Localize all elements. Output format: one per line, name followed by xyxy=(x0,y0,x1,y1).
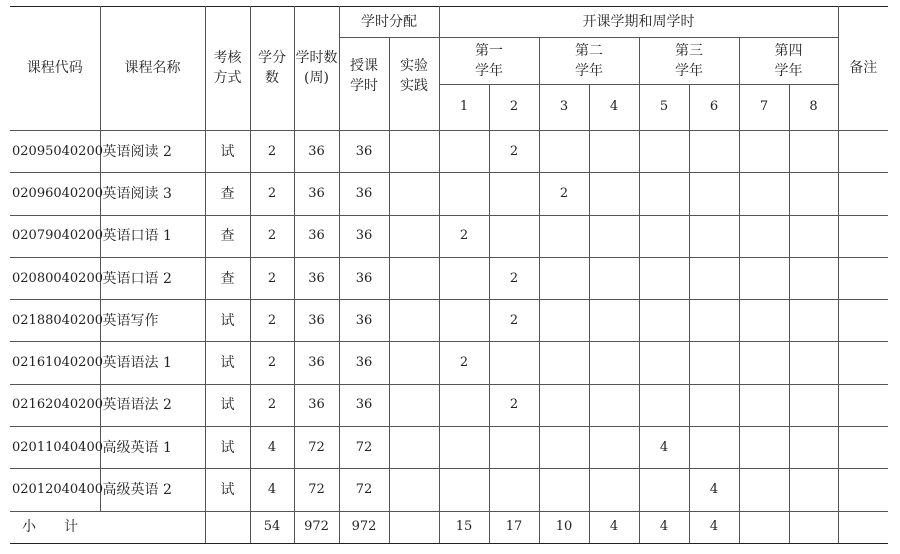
term-6-cell xyxy=(689,173,739,215)
hours-cell: 36 xyxy=(294,173,339,215)
assessment-cell: 试 xyxy=(205,342,250,384)
header-hours xyxy=(294,7,339,131)
term-3-cell xyxy=(539,427,589,469)
subtotal-term-8 xyxy=(789,511,838,543)
header-year-2-text: 第二学年 xyxy=(575,42,603,79)
term-2-cell xyxy=(489,427,539,469)
header-year-3-text: 第三学年 xyxy=(675,42,703,79)
subtotal-row xyxy=(10,511,888,543)
header-credits-text: 学分数 xyxy=(258,50,286,87)
term-8-cell xyxy=(789,469,838,511)
term-2-cell xyxy=(489,215,539,257)
term-5-cell: 4 xyxy=(639,427,689,469)
course-code-cell: 02161040200 xyxy=(10,342,100,384)
term-4-cell xyxy=(589,130,639,172)
course-code-cell: 02188040200 xyxy=(10,300,100,342)
lecture-hours-cell: 72 xyxy=(339,469,389,511)
credits-cell: 4 xyxy=(250,469,294,511)
header-course-name: 课程名称 xyxy=(100,7,205,131)
subtotal-hours: 972 xyxy=(294,511,339,543)
header-hours-text: 学时数(周) xyxy=(295,50,338,87)
lecture-hours-cell: 36 xyxy=(339,215,389,257)
term-2-cell xyxy=(489,342,539,384)
subtotal-remark xyxy=(838,511,888,543)
credits-cell: 2 xyxy=(250,257,294,299)
term-7-cell xyxy=(739,342,789,384)
subtotal-term-7 xyxy=(739,511,789,543)
lab-hours-cell xyxy=(389,300,439,342)
term-5-cell xyxy=(639,215,689,257)
header-term-6: 6 xyxy=(689,84,739,130)
hours-cell: 36 xyxy=(294,384,339,426)
term-5-cell xyxy=(639,469,689,511)
header-term-8: 8 xyxy=(789,84,838,130)
assessment-cell: 试 xyxy=(205,384,250,426)
table-row xyxy=(10,215,888,257)
term-1-cell xyxy=(439,300,489,342)
term-7-cell xyxy=(739,300,789,342)
term-6-cell xyxy=(689,215,739,257)
table-row xyxy=(10,469,888,511)
assessment-cell: 查 xyxy=(205,257,250,299)
remark-cell xyxy=(838,215,888,257)
header-course-code: 课程代码 xyxy=(10,7,100,131)
term-2-cell: 2 xyxy=(489,300,539,342)
term-3-cell xyxy=(539,342,589,384)
table-row xyxy=(10,173,888,215)
header-assessment xyxy=(205,7,250,131)
hours-cell: 36 xyxy=(294,300,339,342)
subtotal-label: 小 计 xyxy=(10,511,205,543)
table-row xyxy=(10,300,888,342)
header-term-4: 4 xyxy=(589,84,639,130)
term-8-cell xyxy=(789,173,838,215)
term-8-cell xyxy=(789,427,838,469)
term-5-cell xyxy=(639,300,689,342)
term-8-cell xyxy=(789,257,838,299)
assessment-cell: 试 xyxy=(205,130,250,172)
term-3-cell xyxy=(539,215,589,257)
header-lecture-hours-text: 授课学时 xyxy=(350,58,378,95)
course-name-cell: 英语写作 xyxy=(100,300,205,342)
assessment-cell: 查 xyxy=(205,215,250,257)
assessment-cell: 试 xyxy=(205,300,250,342)
subtotal-term-6: 4 xyxy=(689,511,739,543)
remark-cell xyxy=(838,469,888,511)
term-1-cell xyxy=(439,173,489,215)
term-2-cell: 2 xyxy=(489,257,539,299)
header-term-hours: 开课学期和周学时 xyxy=(439,7,838,38)
header-row-1 xyxy=(10,7,888,38)
term-8-cell xyxy=(789,342,838,384)
header-year-4-text: 第四学年 xyxy=(774,42,803,79)
credits-cell: 2 xyxy=(250,215,294,257)
hours-cell: 36 xyxy=(294,342,339,384)
term-7-cell xyxy=(739,384,789,426)
header-year-3 xyxy=(639,38,739,84)
term-5-cell xyxy=(639,257,689,299)
lecture-hours-cell: 72 xyxy=(339,427,389,469)
remark-cell xyxy=(838,300,888,342)
lecture-hours-cell: 36 xyxy=(339,342,389,384)
course-name-cell: 英语阅读 2 xyxy=(100,130,205,172)
term-4-cell xyxy=(589,427,639,469)
remark-cell xyxy=(838,130,888,172)
header-year-1-text: 第一学年 xyxy=(475,42,503,79)
lab-hours-cell xyxy=(389,130,439,172)
course-code-cell: 02080040200 xyxy=(10,257,100,299)
lab-hours-cell xyxy=(389,469,439,511)
term-4-cell xyxy=(589,300,639,342)
term-1-cell xyxy=(439,427,489,469)
term-1-cell xyxy=(439,384,489,426)
term-2-cell: 2 xyxy=(489,130,539,172)
term-1-cell: 2 xyxy=(439,215,489,257)
term-3-cell xyxy=(539,257,589,299)
course-code-cell: 02079040200 xyxy=(10,215,100,257)
term-7-cell xyxy=(739,427,789,469)
lab-hours-cell xyxy=(389,384,439,426)
term-6-cell xyxy=(689,257,739,299)
table-row xyxy=(10,384,888,426)
course-code-cell: 02096040200 xyxy=(10,173,100,215)
assessment-cell: 试 xyxy=(205,427,250,469)
term-4-cell xyxy=(589,342,639,384)
course-code-cell: 02012040400 xyxy=(10,469,100,511)
header-credits xyxy=(250,7,294,131)
term-8-cell xyxy=(789,130,838,172)
term-1-cell xyxy=(439,130,489,172)
table-row xyxy=(10,427,888,469)
course-name-cell: 高级英语 1 xyxy=(100,427,205,469)
term-7-cell xyxy=(739,215,789,257)
credits-cell: 2 xyxy=(250,342,294,384)
lecture-hours-cell: 36 xyxy=(339,300,389,342)
term-7-cell xyxy=(739,469,789,511)
term-1-cell xyxy=(439,257,489,299)
header-hour-allocation: 学时分配 xyxy=(339,7,439,38)
term-8-cell xyxy=(789,384,838,426)
lecture-hours-cell: 36 xyxy=(339,257,389,299)
credits-cell: 2 xyxy=(250,300,294,342)
course-code-cell: 02011040400 xyxy=(10,427,100,469)
lab-hours-cell xyxy=(389,342,439,384)
lab-hours-cell xyxy=(389,173,439,215)
remark-cell xyxy=(838,342,888,384)
course-name-cell: 英语口语 2 xyxy=(100,257,205,299)
term-8-cell xyxy=(789,215,838,257)
credits-cell: 2 xyxy=(250,130,294,172)
lecture-hours-cell: 36 xyxy=(339,130,389,172)
course-name-cell: 英语语法 1 xyxy=(100,342,205,384)
subtotal-term-5: 4 xyxy=(639,511,689,543)
header-year-2 xyxy=(539,38,639,84)
subtotal-term-4: 4 xyxy=(589,511,639,543)
term-5-cell xyxy=(639,130,689,172)
course-name-cell: 英语语法 2 xyxy=(100,384,205,426)
term-6-cell xyxy=(689,300,739,342)
lecture-hours-cell: 36 xyxy=(339,384,389,426)
subtotal-credits: 54 xyxy=(250,511,294,543)
term-5-cell xyxy=(639,384,689,426)
header-term-2: 2 xyxy=(489,84,539,130)
term-7-cell xyxy=(739,257,789,299)
term-3-cell xyxy=(539,130,589,172)
remark-cell xyxy=(838,173,888,215)
table-row xyxy=(10,342,888,384)
term-1-cell xyxy=(439,469,489,511)
lecture-hours-cell: 36 xyxy=(339,173,389,215)
term-3-cell xyxy=(539,469,589,511)
course-name-cell: 英语口语 1 xyxy=(100,215,205,257)
term-5-cell xyxy=(639,342,689,384)
term-6-cell xyxy=(689,342,739,384)
remark-cell xyxy=(838,384,888,426)
table-row xyxy=(10,130,888,172)
term-6-cell xyxy=(689,130,739,172)
subtotal-term-3: 10 xyxy=(539,511,589,543)
credits-cell: 2 xyxy=(250,173,294,215)
hours-cell: 72 xyxy=(294,469,339,511)
term-3-cell xyxy=(539,300,589,342)
term-2-cell xyxy=(489,173,539,215)
lab-hours-cell xyxy=(389,215,439,257)
header-term-7: 7 xyxy=(739,84,789,130)
hours-cell: 36 xyxy=(294,215,339,257)
course-name-cell: 高级英语 2 xyxy=(100,469,205,511)
header-lab-hours-text: 实验实践 xyxy=(400,58,428,95)
term-6-cell xyxy=(689,384,739,426)
term-4-cell xyxy=(589,384,639,426)
assessment-cell: 查 xyxy=(205,173,250,215)
credits-cell: 2 xyxy=(250,384,294,426)
term-6-cell xyxy=(689,427,739,469)
term-2-cell xyxy=(489,469,539,511)
lab-hours-cell xyxy=(389,257,439,299)
header-lab-hours xyxy=(389,38,439,131)
course-code-cell: 02095040200 xyxy=(10,130,100,172)
term-2-cell: 2 xyxy=(489,384,539,426)
course-name-cell: 英语阅读 3 xyxy=(100,173,205,215)
header-year-1 xyxy=(439,38,539,84)
subtotal-assessment xyxy=(205,511,250,543)
credits-cell: 4 xyxy=(250,427,294,469)
table-row xyxy=(10,257,888,299)
course-code-cell: 02162040200 xyxy=(10,384,100,426)
hours-cell: 36 xyxy=(294,130,339,172)
header-term-1: 1 xyxy=(439,84,489,130)
term-7-cell xyxy=(739,130,789,172)
header-lecture-hours xyxy=(339,38,389,131)
term-1-cell: 2 xyxy=(439,342,489,384)
term-5-cell xyxy=(639,173,689,215)
term-4-cell xyxy=(589,469,639,511)
term-8-cell xyxy=(789,300,838,342)
remark-cell xyxy=(838,257,888,299)
assessment-cell: 试 xyxy=(205,469,250,511)
term-4-cell xyxy=(589,215,639,257)
subtotal-lecture-hours: 972 xyxy=(339,511,389,543)
term-6-cell: 4 xyxy=(689,469,739,511)
header-term-5: 5 xyxy=(639,84,689,130)
course-schedule-table xyxy=(10,6,888,544)
header-assessment-text: 考核方式 xyxy=(213,50,242,87)
header-term-3: 3 xyxy=(539,84,589,130)
header-year-4 xyxy=(739,38,838,84)
subtotal-term-2: 17 xyxy=(489,511,539,543)
remark-cell xyxy=(838,427,888,469)
lab-hours-cell xyxy=(389,427,439,469)
header-remarks: 备注 xyxy=(838,7,888,131)
hours-cell: 36 xyxy=(294,257,339,299)
term-7-cell xyxy=(739,173,789,215)
term-4-cell xyxy=(589,173,639,215)
term-4-cell xyxy=(589,257,639,299)
term-3-cell: 2 xyxy=(539,173,589,215)
subtotal-lab-hours xyxy=(389,511,439,543)
term-3-cell xyxy=(539,384,589,426)
subtotal-term-1: 15 xyxy=(439,511,489,543)
hours-cell: 72 xyxy=(294,427,339,469)
